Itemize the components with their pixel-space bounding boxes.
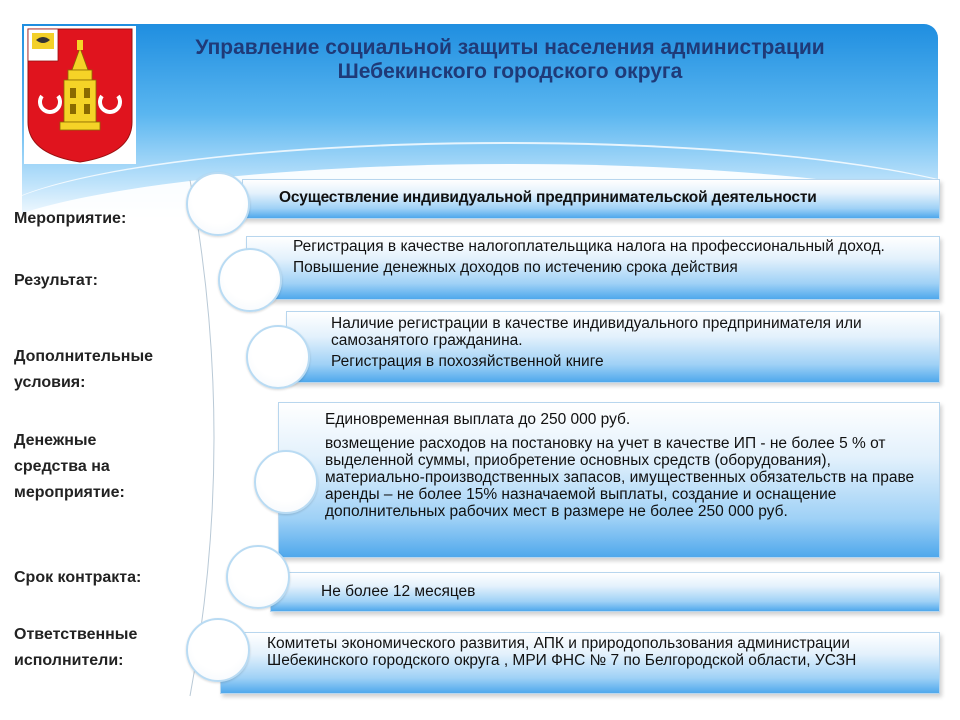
row-box-funds (278, 402, 940, 558)
row-circle (186, 618, 250, 682)
row-text: Наличие регистрации в качестве индивидуального предпринимателя или самозанятого гражданина. (331, 315, 862, 349)
row-circle (186, 172, 250, 236)
row-box-responsible (220, 632, 940, 694)
label-line: мероприятие: (14, 484, 125, 501)
coat-of-arms-icon (24, 26, 136, 164)
page-title (150, 36, 870, 84)
row-box-term (270, 572, 940, 612)
row-circle (226, 545, 290, 609)
page-title-line-2: Шебекинского городского округа (337, 60, 683, 83)
row-circle (246, 325, 310, 389)
row-label-responsible (14, 622, 137, 674)
label-line: средства на (14, 458, 110, 475)
label-line: Денежные (14, 432, 97, 449)
row-box-event (242, 179, 940, 219)
row-box-result (246, 236, 940, 300)
label-line: Дополнительные (14, 348, 154, 365)
row-circle (218, 248, 282, 312)
row-text: возмещение расходов на постановку на учет в качестве ИП - не более 5 % от выделенной суммы, приобретение основных средств (оборудования), материально-производственных запасов, имущественных обязательств на праве аренды – не более 15% назначаемой выплаты, создание и оснащение дополнительных рабочих мест в размере не более 250 000 руб. (325, 435, 915, 520)
page-title-line-1: Управление социальной защиты населения администрации (195, 36, 825, 59)
row-text: Осуществление индивидуальной предпринимательской деятельности (279, 189, 817, 206)
row-label-term: Срок контракта: (14, 569, 142, 586)
row-text: Повышение денежных доходов по истечению срока действия (293, 259, 738, 276)
row-text: Не более 12 месяцев (321, 583, 476, 600)
row-text: Регистрация в похозяйственной книге (331, 353, 604, 370)
row-text: Единовременная выплата до 250 000 руб. (325, 411, 631, 428)
row-label-result: Результат: (14, 272, 98, 289)
row-box-conditions (286, 311, 940, 383)
label-line: исполнители: (14, 652, 124, 669)
label-line: условия: (14, 374, 86, 391)
row-text: Регистрация в качестве налогоплательщика налога на профессиональный доход. (293, 238, 885, 255)
row-text: Комитеты экономического развития, АПК и природопользования администрации Шебекинского городского округа , МРИ ФНС № 7 по Белгородской области, УСЗН (267, 635, 857, 669)
row-label-funds (14, 428, 125, 506)
row-label-event: Мероприятие: (14, 210, 127, 227)
row-label-conditions (14, 344, 153, 396)
row-circle (254, 450, 318, 514)
label-line: Ответственные (14, 626, 138, 643)
